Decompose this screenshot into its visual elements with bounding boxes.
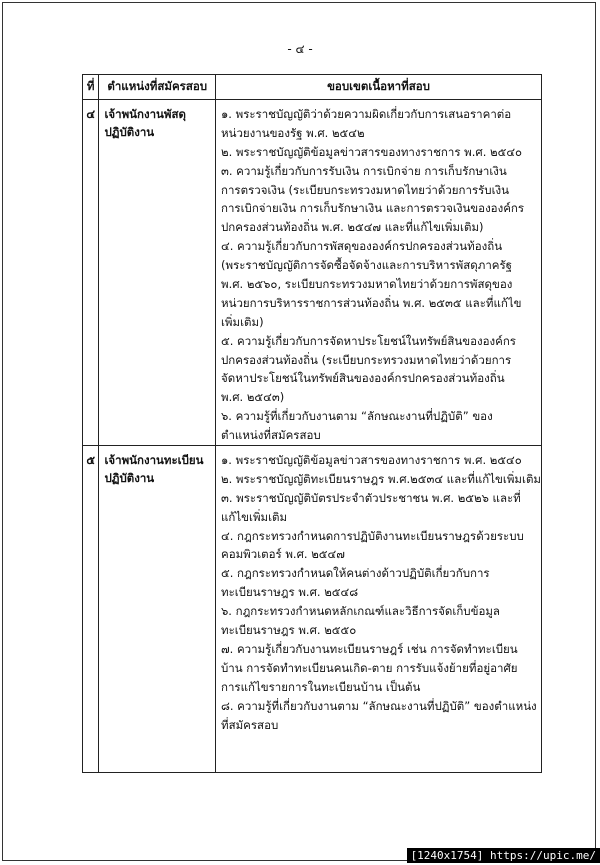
- scope-line: จัดหาประโยชน์ในทรัพย์สินขององค์กรปกครองส่วนท้องถิ่น: [221, 371, 505, 386]
- row-number: ๕: [83, 446, 99, 773]
- scope-line: การเบิกจ่ายเงิน การเก็บรักษาเงิน และการตรวจเงินขององค์กร: [221, 201, 525, 216]
- watermark: [1240x1754] https://upic.me/: [407, 848, 600, 863]
- table-header-row: [83, 75, 542, 100]
- table-row: [83, 100, 542, 446]
- scope-line: ทะเบียนราษฎร พ.ศ. ๒๕๕๐: [221, 623, 357, 638]
- position-name: เจ้าพนักงานทะเบียนปฏิบัติงาน: [99, 446, 216, 773]
- scope-content: [216, 100, 542, 446]
- scope-content: [216, 446, 542, 773]
- page-number: - ๔ -: [287, 42, 313, 56]
- scope-line: ๖. ความรู้ที่เกี่ยวกับงานตาม “ลักษณะงานที่ปฏิบัติ” ของ: [221, 409, 493, 424]
- scope-line: (พระราชบัญญัติการจัดซื้อจัดจ้างและการบริหารพัสดุภาครัฐ: [221, 258, 513, 273]
- scope-line: ๓. ความรู้เกี่ยวกับการรับเงิน การเบิกจ่าย การเก็บรักษาเงิน: [221, 163, 507, 178]
- scope-line: ๕. กฎกระทรวงกำหนดให้คนต่างด้าวปฏิบัติเกี่ยวกับการ: [221, 566, 490, 581]
- scope-line: ๔. ความรู้เกี่ยวกับการพัสดุขององค์กรปกครองส่วนท้องถิ่น: [221, 239, 503, 254]
- scope-line: ตำแหน่งที่สมัครสอบ: [221, 428, 321, 443]
- scope-line: ๖. กฎกระทรวงกำหนดหลักเกณฑ์และวิธีการจัดเก็บข้อมูล: [221, 604, 500, 619]
- table-row: [83, 446, 542, 773]
- scope-line: แก้ไขเพิ่มเติม: [221, 509, 288, 524]
- scope-line: คอมพิวเตอร์ พ.ศ. ๒๕๔๗: [221, 547, 345, 562]
- exam-scope-table: [82, 74, 542, 773]
- scope-line: การตรวจเงิน (ระเบียบกระทรวงมหาดไทยว่าด้วยการรับเงิน: [221, 182, 510, 197]
- scope-line: พ.ศ. ๒๕๖๐, ระเบียบกระทรวงมหาดไทยว่าด้วยการพัสดุของ: [221, 277, 513, 292]
- scope-line: ๘. ความรู้ที่เกี่ยวกับงานตาม “ลักษณะงานที่ปฏิบัติ” ของตำแหน่ง: [221, 698, 537, 713]
- scope-line: การแก้ไขรายการในทะเบียนบ้าน เป็นต้น: [221, 679, 421, 694]
- header-scope: ขอบเขตเนื้อหาที่สอบ: [216, 75, 542, 100]
- scope-line: ปกครองส่วนท้องถิ่น (ระเบียบกระทรวงมหาดไทยว่าด้วยการ: [221, 352, 512, 367]
- position-name: เจ้าพนักงานพัสดุปฏิบัติงาน: [99, 100, 216, 446]
- scope-line: ๑. พระราชบัญญัติข้อมูลข่าวสารของทางราชการ พ.ศ. ๒๕๔๐: [221, 453, 522, 468]
- scope-line: หน่วยการบริหารราชการส่วนท้องถิ่น พ.ศ. ๒๕๓๕ และที่แก้ไข: [221, 295, 522, 310]
- header-no: ที่: [83, 75, 99, 100]
- scope-line: ๗. ความรู้เกี่ยวกับงานทะเบียนราษฎร์ เช่น การจัดทำทะเบียน: [221, 641, 518, 656]
- scope-line: ๕. ความรู้เกี่ยวกับการจัดหาประโยชน์ในทรัพย์สินขององค์กร: [221, 333, 516, 348]
- scope-line: ๒. พระราชบัญญัติทะเบียนราษฎร พ.ศ.๒๕๓๔ และที่แก้ไขเพิ่มเติม: [221, 471, 541, 486]
- header-position: ตำแหน่งที่สมัครสอบ: [99, 75, 216, 100]
- scope-line: หน่วยงานของรัฐ พ.ศ. ๒๕๔๒: [221, 125, 365, 140]
- scope-line: ทะเบียนราษฎร พ.ศ. ๒๕๔๘: [221, 585, 359, 600]
- row-number: ๔: [83, 100, 99, 446]
- scope-line: ปกครองส่วนท้องถิ่น พ.ศ. ๒๕๔๗ และที่แก้ไขเพิ่มเติม): [221, 220, 484, 235]
- scope-line: ๑. พระราชบัญญัติว่าด้วยความผิดเกี่ยวกับการเสนอราคาต่อ: [221, 107, 512, 121]
- scope-line: พ.ศ. ๒๕๔๓): [221, 390, 285, 405]
- scope-line: ๓. พระราชบัญญัติบัตรประจำตัวประชาชน พ.ศ. ๒๕๒๖ และที่: [221, 490, 521, 505]
- scope-line: บ้าน การจัดทำทะเบียนคนเกิด-ตาย การรับแจ้งย้ายที่อยู่อาศัย: [221, 660, 518, 675]
- scope-line: ที่สมัครสอบ: [221, 717, 279, 732]
- scope-line: เพิ่มเติม): [221, 314, 264, 329]
- scope-line: ๔. กฎกระทรวงกำหนดการปฏิบัติงานทะเบียนราษฎรด้วยระบบ: [221, 528, 524, 543]
- scope-line: ๒. พระราชบัญญัติข้อมูลข่าวสารของทางราชการ พ.ศ. ๒๕๔๐: [221, 144, 523, 159]
